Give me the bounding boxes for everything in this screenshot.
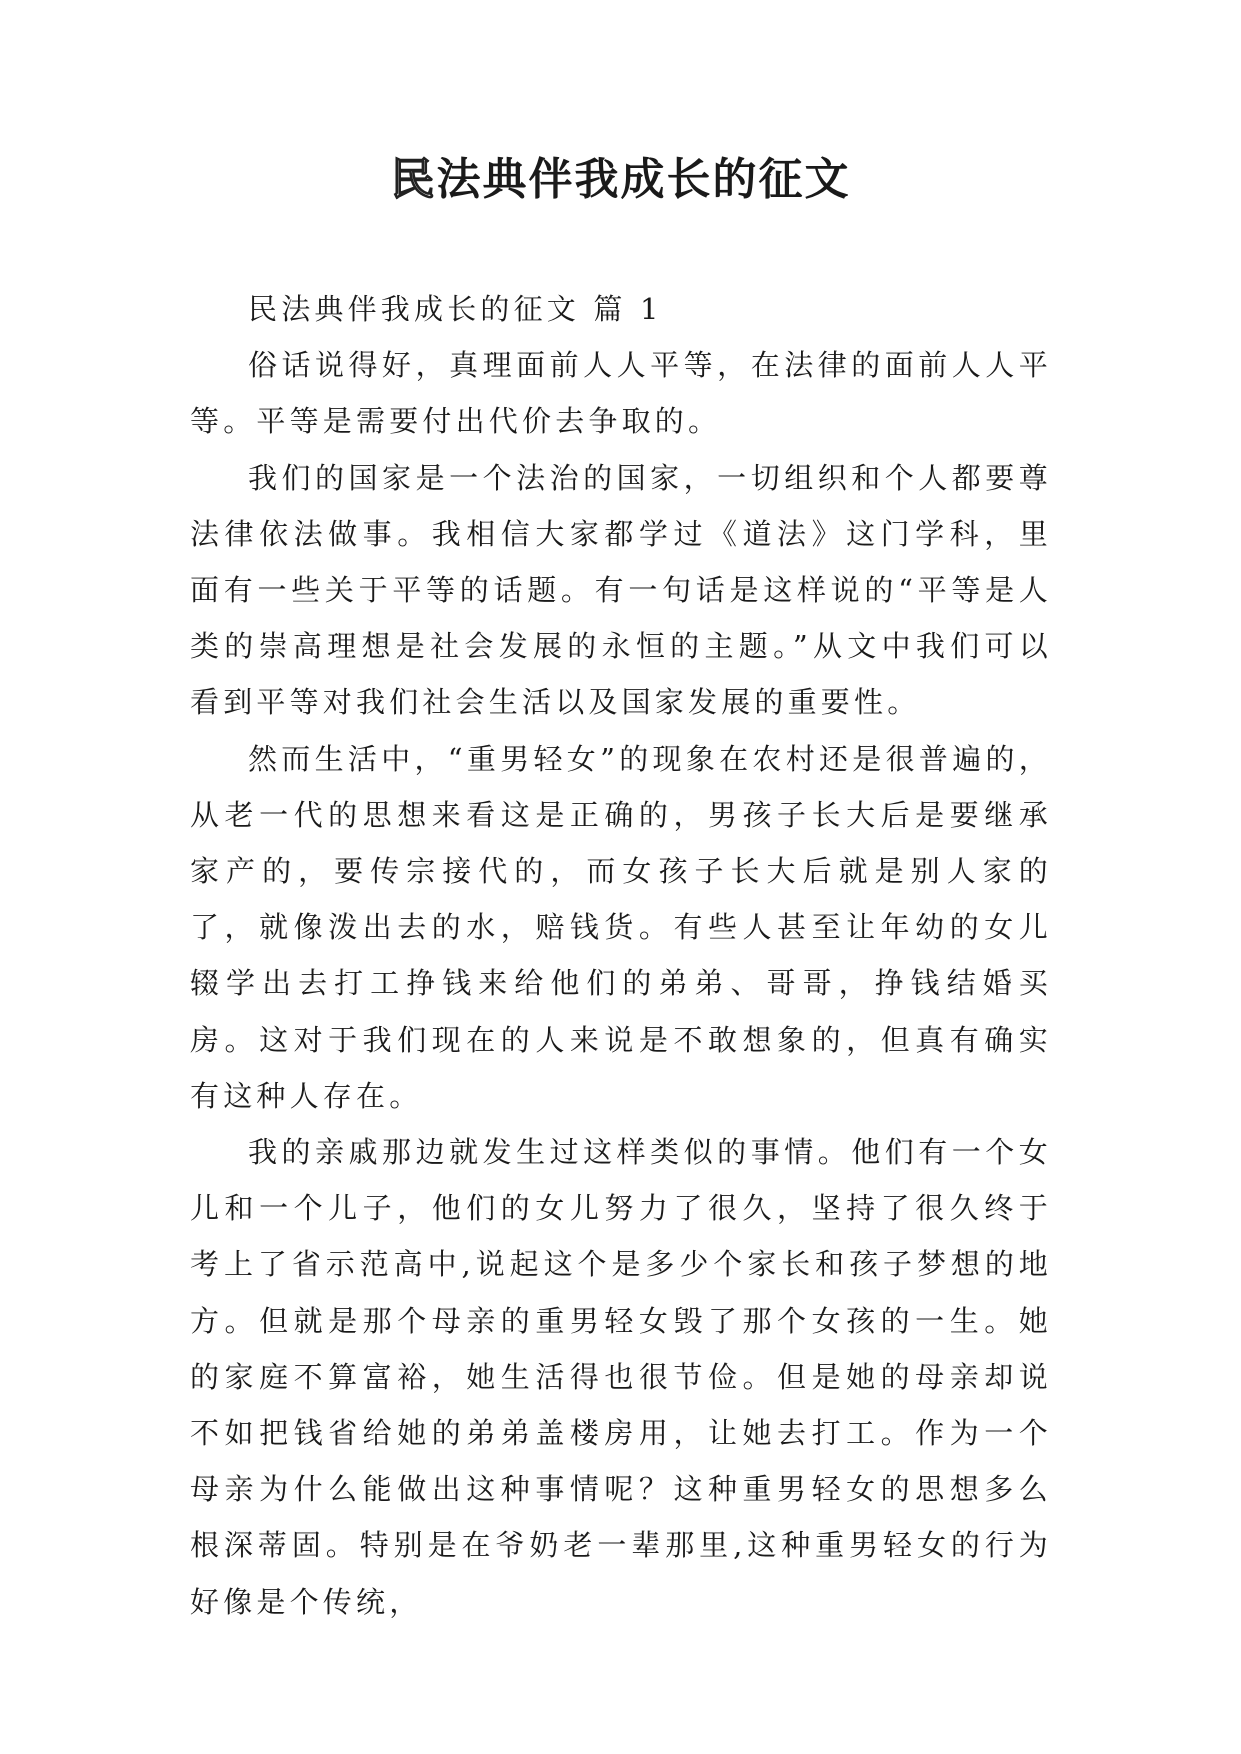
paragraph: 我们的国家是一个法治的国家，一切组织和个人都要尊法律依法做事。我相信大家都学过《道法》这门学科，里面有一些关于平等的话题。有一句话是这样说的“平等是人类的崇高理想是社会发展的永恒的主题。”从文中我们可以看到平等对我们社会生活以及国家发展的重要性。 — [190, 460, 1052, 720]
title-text: 法典伴我成长的征文 — [436, 154, 851, 205]
paragraph: 俗话说得好，真理面前人人平等，在法律的面前人人平等。平等是需要付出代价去争取的。 — [190, 348, 1052, 439]
document-body — [190, 281, 1052, 1630]
paragraph: 我的亲戚那边就发生过这样类似的事情。他们有一个女儿和一个儿子，他们的女儿努力了很久，坚持了很久终于考上了省示范高中,说起这个是多少个家长和孩子梦想的地方。但就是那个母亲的重男轻女毁了那个女孩的一生。她的家庭不算富裕，她生活得也很节俭。但是她的母亲却说不如把钱省给她的弟弟盖楼房用，让她去打工。作为一个母亲为什么能做出这种事情呢？这种重男轻女的思想多么根深蒂固。特别是在爷奶老一辈那里,这种重男轻女的行为好像是个传统， — [190, 1135, 1052, 1619]
section-heading: 民法典伴我成长的征文 篇 1 — [248, 292, 663, 326]
paragraph: 然而生活中，“重男轻女”的现象在农村还是很普遍的，从老一代的思想来看这是正确的，男孩子长大后是要继承家产的，要传宗接代的，而女孩子长大后就是别人家的了，就像泼出去的水，赔钱货。有些人甚至让年幼的女儿辍学出去打工挣钱来给他们的弟弟、哥哥，挣钱结婚买房。这对于我们现在的人来说是不敢想象的，但真有确实有这种人存在。 — [190, 741, 1052, 1113]
document-title — [0, 150, 1241, 210]
title-first-char: 民 — [390, 154, 437, 205]
